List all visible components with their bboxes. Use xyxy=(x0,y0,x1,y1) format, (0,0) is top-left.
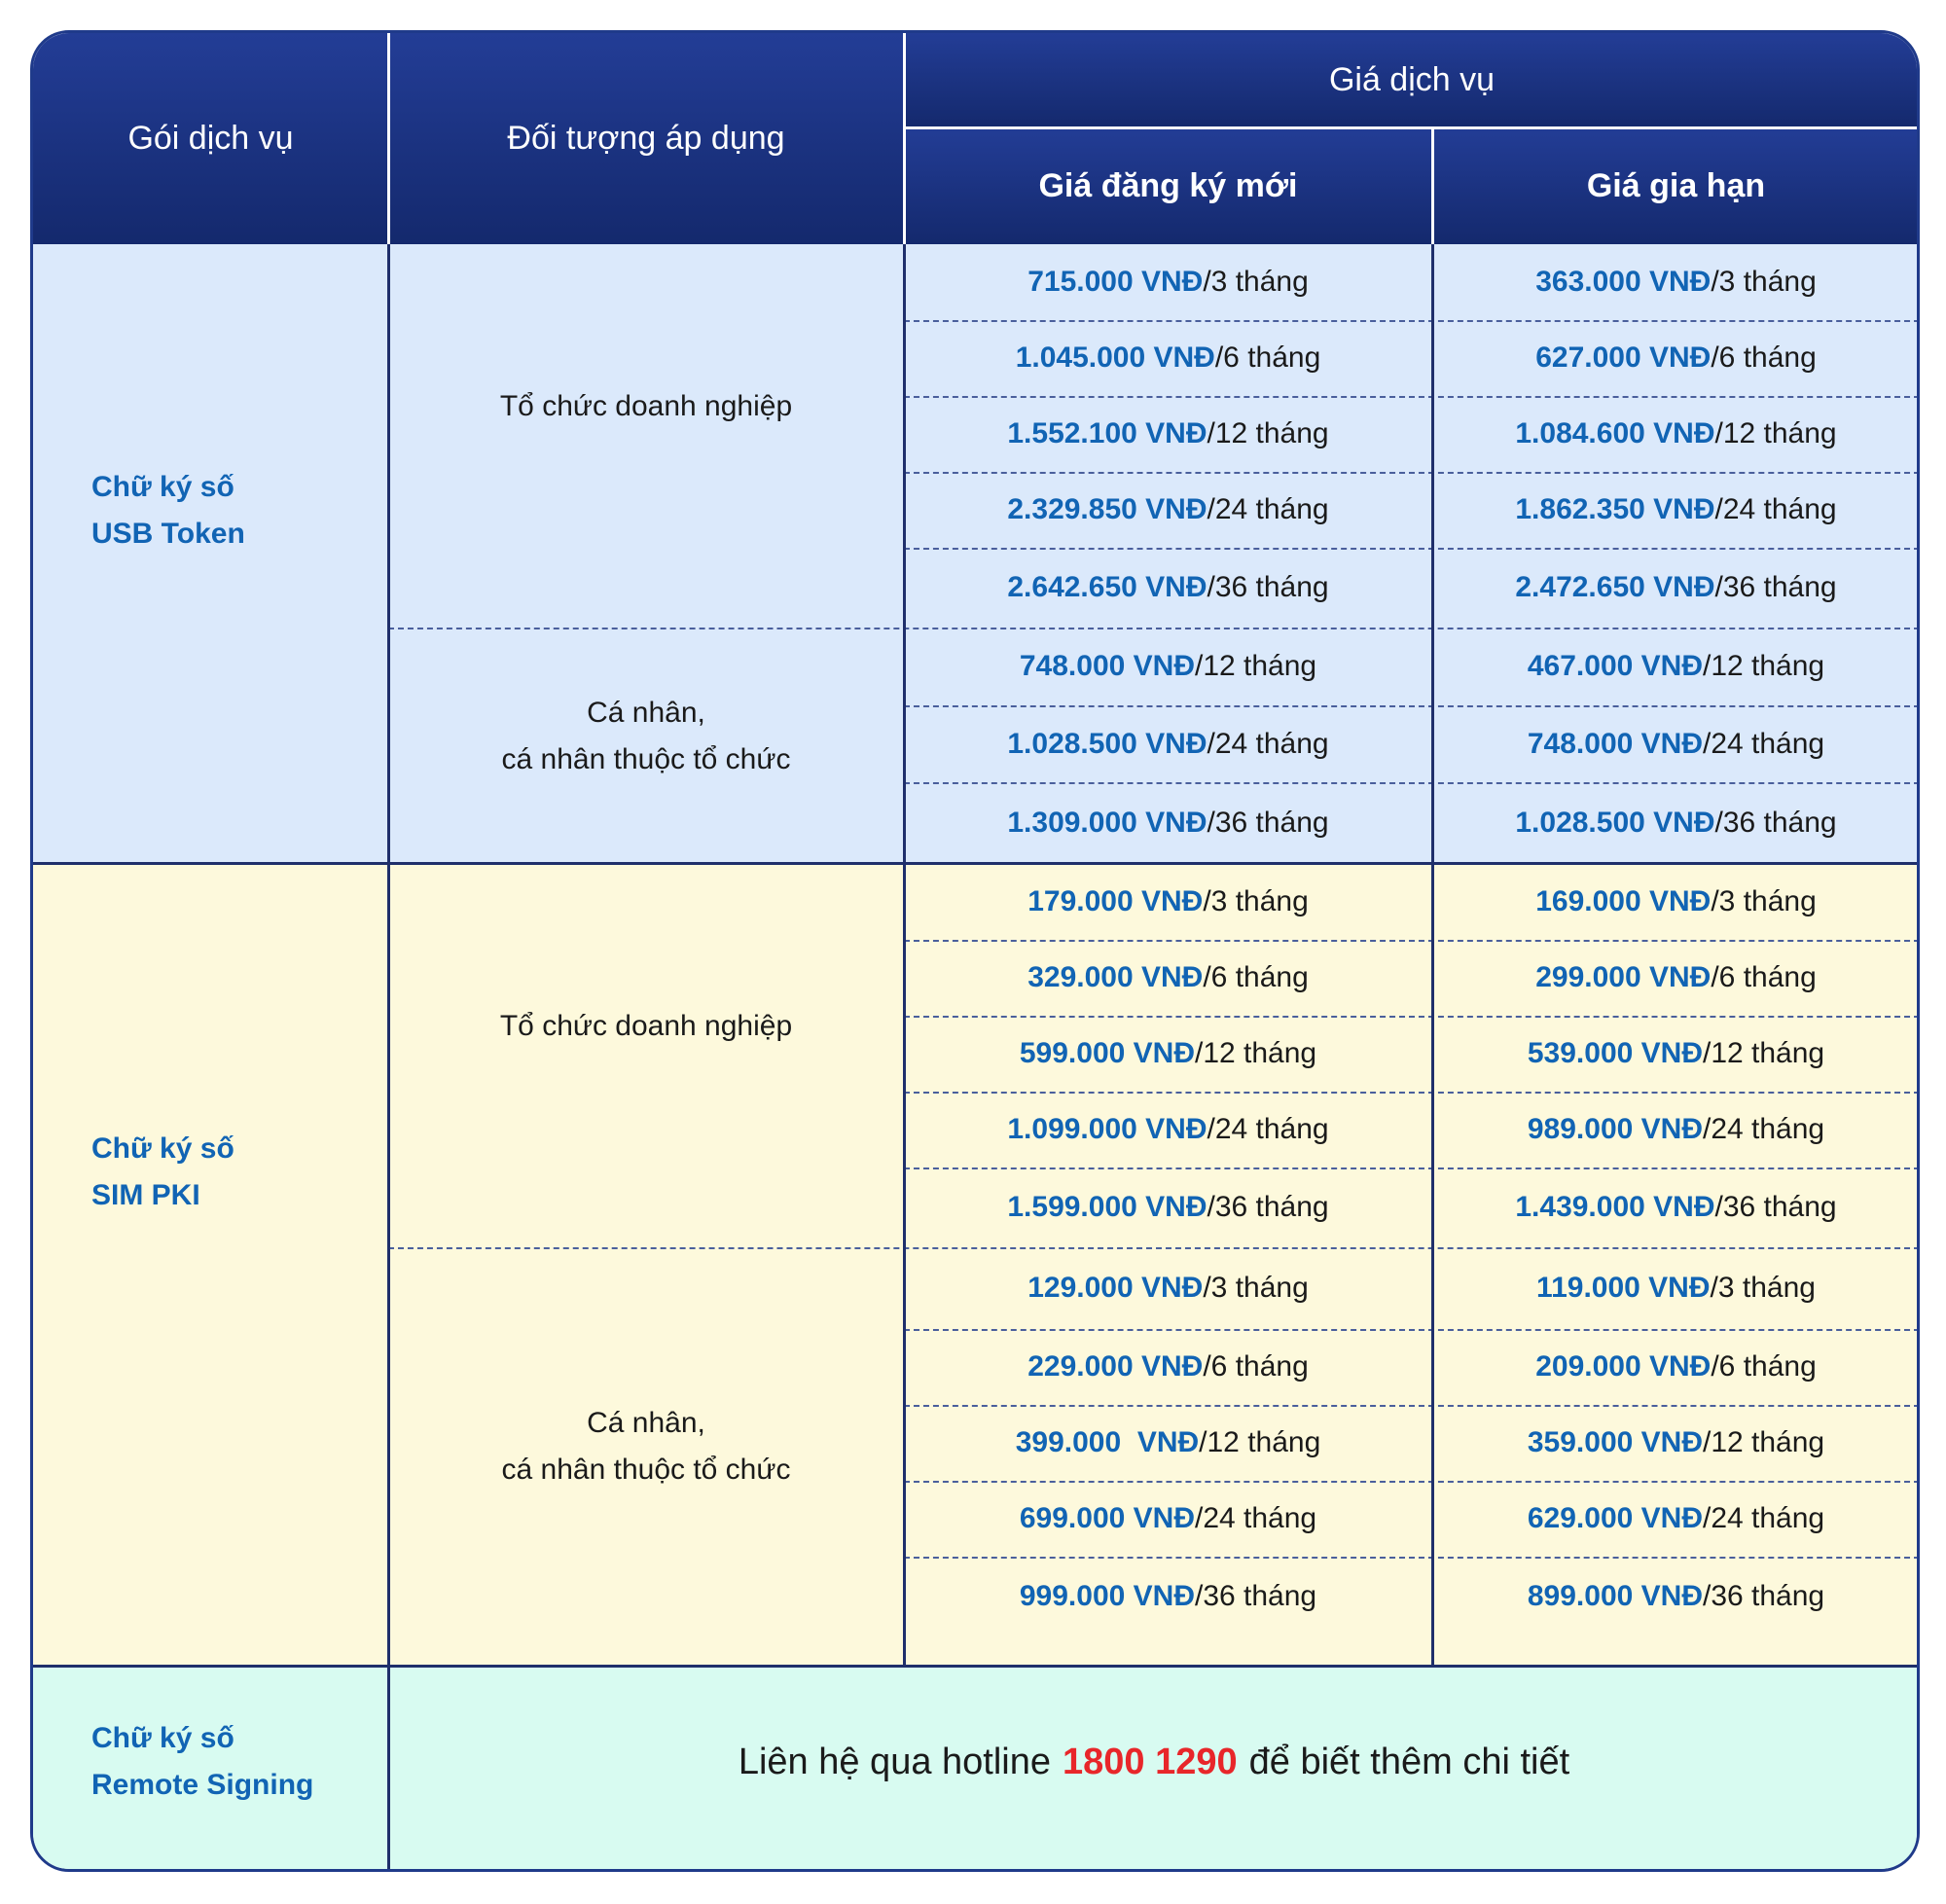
price-renew-sim-org-24m: 989.000 VNĐ /24 tháng xyxy=(1527,1113,1825,1145)
header-renew-price-label: Giá gia hạn xyxy=(1586,166,1766,204)
package-sim-line2: SIM PKI xyxy=(91,1179,200,1211)
row-divider xyxy=(904,1481,1920,1483)
column-divider xyxy=(387,244,390,1872)
remote-contact xyxy=(388,1666,1920,1872)
package-sim-pki xyxy=(33,864,388,1666)
price-new-sim-ind-6m: 229.000 VNĐ /6 tháng xyxy=(1027,1350,1309,1383)
price-renew-sim-org-12m: 539.000 VNĐ /12 tháng xyxy=(1527,1037,1825,1069)
price-renew-usb-ind-36m: 1.028.500 VNĐ /36 tháng xyxy=(1515,807,1837,839)
price-new-sim-org-12m: 599.000 VNĐ /12 tháng xyxy=(1019,1037,1317,1069)
price-new-usb-ind-36m: 1.309.000 VNĐ /36 tháng xyxy=(1007,807,1329,839)
price-renew-usb-org-24m: 1.862.350 VNĐ /24 tháng xyxy=(1515,493,1837,525)
column-divider xyxy=(903,33,906,244)
target-usb-ind-line2: cá nhân thuộc tổ chức xyxy=(501,742,791,775)
package-remote-line2: Remote Signing xyxy=(91,1769,314,1801)
group-divider xyxy=(388,628,1920,629)
row-divider xyxy=(904,472,1920,474)
price-renew-sim-ind-12m: 359.000 VNĐ /12 tháng xyxy=(1527,1426,1825,1458)
header-service-price-label: Giá dịch vụ xyxy=(1328,61,1496,98)
pricing-table xyxy=(30,30,1920,1872)
target-sim-org-label: Tổ chức doanh nghiệp xyxy=(499,1010,793,1042)
price-new-usb-ind-12m: 748.000 VNĐ /12 tháng xyxy=(1019,650,1317,682)
price-new-sim-ind-12m: 399.000 VNĐ /12 tháng xyxy=(1015,1426,1321,1458)
target-usb-individual xyxy=(388,628,904,864)
package-remote-signing xyxy=(33,1666,388,1872)
price-renew-usb-ind-24m: 748.000 VNĐ /24 tháng xyxy=(1527,727,1825,760)
price-new-usb-ind-24m: 1.028.500 VNĐ /24 tháng xyxy=(1007,727,1329,760)
header-target xyxy=(388,33,904,244)
row-divider xyxy=(904,1092,1920,1094)
row-divider xyxy=(904,1329,1920,1331)
row-divider xyxy=(904,1557,1920,1559)
contact-text-after: để biết thêm chi tiết xyxy=(1248,1741,1570,1782)
section-divider xyxy=(33,862,1920,865)
hotline-number[interactable]: 1800 1290 xyxy=(1063,1741,1238,1782)
price-renew-sim-org-36m: 1.439.000 VNĐ /36 tháng xyxy=(1515,1191,1837,1223)
price-new-sim-ind-36m: 999.000 VNĐ /36 tháng xyxy=(1019,1580,1317,1612)
price-renew-usb-ind-12m: 467.000 VNĐ /12 tháng xyxy=(1527,650,1825,682)
package-usb-line1: Chữ ký số xyxy=(91,470,234,503)
group-divider xyxy=(388,1247,1920,1249)
price-renew-usb-org-12m: 1.084.600 VNĐ /12 tháng xyxy=(1515,417,1837,449)
header-target-label: Đối tượng áp dụng xyxy=(507,120,785,157)
price-new-sim-org-36m: 1.599.000 VNĐ /36 tháng xyxy=(1007,1191,1329,1223)
price-new-usb-org-12m: 1.552.100 VNĐ /12 tháng xyxy=(1007,417,1329,449)
target-usb-ind-line1: Cá nhân, xyxy=(587,696,705,729)
column-divider xyxy=(1431,127,1434,244)
package-usb-line2: USB Token xyxy=(91,517,245,550)
price-renew-sim-ind-24m: 629.000 VNĐ /24 tháng xyxy=(1527,1502,1825,1534)
price-new-sim-ind-24m: 699.000 VNĐ /24 tháng xyxy=(1019,1502,1317,1534)
price-new-usb-org-3m: 715.000 VNĐ /3 tháng xyxy=(1027,266,1309,298)
row-divider xyxy=(904,1405,1920,1407)
contact-text-before: Liên hệ qua hotline xyxy=(738,1741,1051,1782)
price-new-sim-ind-3m: 129.000 VNĐ /3 tháng xyxy=(1027,1272,1309,1304)
header-new-price-label: Giá đăng ký mới xyxy=(1038,166,1298,204)
target-sim-ind-line2: cá nhân thuộc tổ chức xyxy=(501,1454,791,1486)
price-renew-sim-ind-6m: 209.000 VNĐ /6 tháng xyxy=(1535,1350,1817,1383)
price-new-sim-org-24m: 1.099.000 VNĐ /24 tháng xyxy=(1007,1113,1329,1145)
header-service-price xyxy=(904,33,1920,127)
price-renew-sim-org-3m: 169.000 VNĐ /3 tháng xyxy=(1535,885,1817,917)
target-usb-org-label: Tổ chức doanh nghiệp xyxy=(499,390,793,422)
row-divider xyxy=(904,705,1920,707)
price-renew-usb-org-36m: 2.472.650 VNĐ /36 tháng xyxy=(1515,571,1837,603)
row-divider xyxy=(904,320,1920,322)
price-new-sim-org-6m: 329.000 VNĐ /6 tháng xyxy=(1027,961,1309,993)
column-divider xyxy=(1431,244,1434,1666)
price-new-usb-org-36m: 2.642.650 VNĐ /36 tháng xyxy=(1007,571,1329,603)
package-usb-token xyxy=(33,244,388,864)
header-package-label: Gói dịch vụ xyxy=(127,120,294,157)
price-renew-sim-org-6m: 299.000 VNĐ /6 tháng xyxy=(1535,961,1817,993)
header-divider xyxy=(904,126,1920,129)
header-renew-price xyxy=(1432,127,1920,244)
price-renew-usb-org-6m: 627.000 VNĐ /6 tháng xyxy=(1535,341,1817,374)
target-usb-org xyxy=(388,244,904,628)
header-package xyxy=(33,33,388,244)
row-divider xyxy=(904,782,1920,784)
price-new-sim-org-3m: 179.000 VNĐ /3 tháng xyxy=(1027,885,1309,917)
row-divider xyxy=(904,940,1920,942)
header-new-price xyxy=(904,127,1432,244)
target-sim-ind-line1: Cá nhân, xyxy=(587,1407,705,1439)
price-new-usb-org-24m: 2.329.850 VNĐ /24 tháng xyxy=(1007,493,1329,525)
row-divider xyxy=(904,1168,1920,1169)
column-divider xyxy=(903,244,906,1666)
target-sim-individual xyxy=(388,1247,904,1666)
row-divider xyxy=(904,396,1920,398)
section-divider xyxy=(33,1665,1920,1668)
price-renew-sim-ind-3m: 119.000 VNĐ /3 tháng xyxy=(1536,1272,1816,1304)
target-sim-org xyxy=(388,864,904,1247)
price-new-usb-org-6m: 1.045.000 VNĐ /6 tháng xyxy=(1015,341,1321,374)
package-sim-line1: Chữ ký số xyxy=(91,1132,234,1165)
row-divider xyxy=(904,1016,1920,1018)
package-remote-line1: Chữ ký số xyxy=(91,1722,234,1754)
price-renew-sim-ind-36m: 899.000 VNĐ /36 tháng xyxy=(1527,1580,1825,1612)
row-divider xyxy=(904,548,1920,550)
price-renew-usb-org-3m: 363.000 VNĐ /3 tháng xyxy=(1535,266,1817,298)
